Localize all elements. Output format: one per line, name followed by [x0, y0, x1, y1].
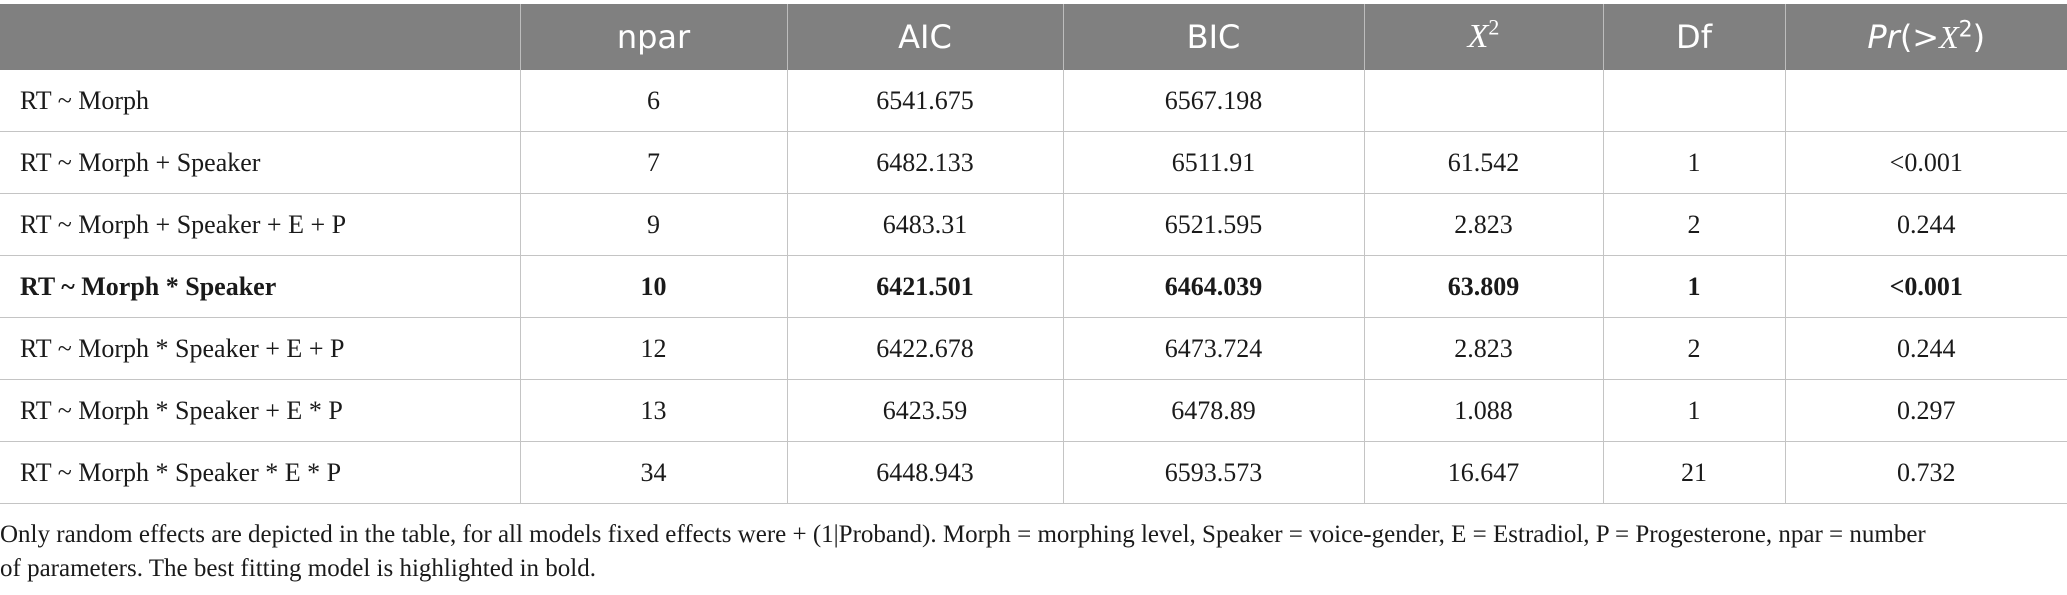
cell-chisq: 61.542: [1364, 132, 1603, 194]
cell-model: RT ~ Morph * Speaker * E * P: [0, 442, 520, 504]
cell-model: RT ~ Morph * Speaker: [0, 256, 520, 318]
cell-chisq: 2.823: [1364, 194, 1603, 256]
header-aic: AIC: [787, 4, 1063, 70]
cell-aic: 6448.943: [787, 442, 1063, 504]
cell-npar: 6: [520, 70, 787, 132]
table-footnote: [0, 518, 2067, 586]
cell-df: 1: [1603, 132, 1785, 194]
cell-aic: 6423.59: [787, 380, 1063, 442]
cell-model: RT ~ Morph + Speaker: [0, 132, 520, 194]
cell-aic: 6421.501: [787, 256, 1063, 318]
cell-bic: 6478.89: [1063, 380, 1364, 442]
cell-bic: 6464.039: [1063, 256, 1364, 318]
cell-chisq: [1364, 70, 1603, 132]
cell-npar: 12: [520, 318, 787, 380]
cell-model: RT ~ Morph * Speaker + E * P: [0, 380, 520, 442]
cell-bic: 6567.198: [1063, 70, 1364, 132]
cell-df: [1603, 70, 1785, 132]
model-comparison-table-container: [0, 4, 2067, 504]
header-pr-open: (>: [1899, 18, 1940, 56]
cell-df: 2: [1603, 318, 1785, 380]
cell-bic: 6511.91: [1063, 132, 1364, 194]
cell-aic: 6541.675: [787, 70, 1063, 132]
cell-npar: 7: [520, 132, 787, 194]
table-row: [0, 380, 2067, 442]
cell-npar: 9: [520, 194, 787, 256]
header-pr-prefix: Pr: [1867, 18, 1900, 56]
header-df: Df: [1603, 4, 1785, 70]
cell-pr: [1785, 70, 2067, 132]
header-chisq-var: X: [1467, 18, 1489, 55]
header-row: [0, 4, 2067, 70]
cell-df: 2: [1603, 194, 1785, 256]
header-pr-close: ): [1972, 18, 1986, 56]
header-chisq-sup: 2: [1488, 14, 1500, 40]
footnote-line-2: of parameters. The best fitting model is highlighted in bold.: [0, 555, 596, 582]
cell-chisq: 1.088: [1364, 380, 1603, 442]
header-bic: BIC: [1063, 4, 1364, 70]
cell-pr: <0.001: [1785, 132, 2067, 194]
cell-npar: 34: [520, 442, 787, 504]
table-row: [0, 194, 2067, 256]
cell-aic: 6422.678: [787, 318, 1063, 380]
footnote-line-1: Only random effects are depicted in the table, for all models fixed effects were + (1|Proband). Morph = morphing level, Speaker = voice-gender, E = Estradiol, P = Progesterone, npar = number: [0, 521, 1926, 548]
cell-npar: 10: [520, 256, 787, 318]
header-pr-sup: 2: [1958, 17, 1973, 43]
cell-df: 1: [1603, 380, 1785, 442]
cell-df: 1: [1603, 256, 1785, 318]
cell-pr: 0.297: [1785, 380, 2067, 442]
header-npar: npar: [520, 4, 787, 70]
cell-model: RT ~ Morph * Speaker + E + P: [0, 318, 520, 380]
header-pr: [1785, 4, 2067, 70]
cell-aic: 6483.31: [787, 194, 1063, 256]
cell-chisq: 16.647: [1364, 442, 1603, 504]
header-pr-var: X: [1939, 19, 1959, 55]
cell-model: RT ~ Morph + Speaker + E + P: [0, 194, 520, 256]
header-model: [0, 4, 520, 70]
model-comparison-table: [0, 4, 2067, 504]
table-row: [0, 132, 2067, 194]
cell-aic: 6482.133: [787, 132, 1063, 194]
cell-bic: 6521.595: [1063, 194, 1364, 256]
cell-pr: <0.001: [1785, 256, 2067, 318]
table-row-best-model: [0, 256, 2067, 318]
cell-bic: 6473.724: [1063, 318, 1364, 380]
table-row: [0, 318, 2067, 380]
cell-model: RT ~ Morph: [0, 70, 520, 132]
cell-df: 21: [1603, 442, 1785, 504]
cell-npar: 13: [520, 380, 787, 442]
cell-pr: 0.732: [1785, 442, 2067, 504]
cell-bic: 6593.573: [1063, 442, 1364, 504]
cell-pr: 0.244: [1785, 318, 2067, 380]
cell-chisq: 63.809: [1364, 256, 1603, 318]
table-row: [0, 442, 2067, 504]
header-chisq: [1364, 4, 1603, 70]
cell-pr: 0.244: [1785, 194, 2067, 256]
cell-chisq: 2.823: [1364, 318, 1603, 380]
table-row: [0, 70, 2067, 132]
